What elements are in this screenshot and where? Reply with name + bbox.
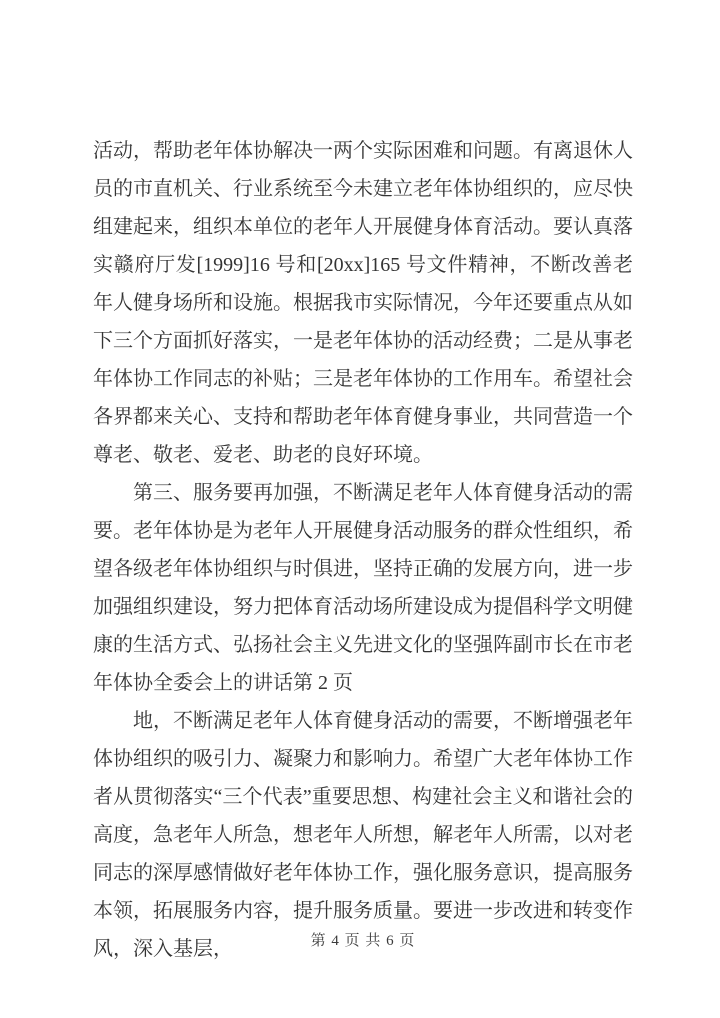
page-number-indicator: 第 4 页 共 6 页 (310, 933, 416, 949)
paragraph: 活动，帮助老年体协解决一两个实际困难和问题。有离退休人员的市直机关、行业系统至今未建立老年体协组织的，应尽快组建起来，组织本单位的老年人开展健身体育活动。要认真落实赣府厅发[1999]16 号和[20xx]165 号文件精神，不断改善老年人健身场所和设施。根据我市实际情况，今年还要重点从如下三个方面抓好落实，一是老年体协的活动经费；二是从事老年体协工作同志的补贴；三是老年体协的工作用车。希望社会各界都来关心、支持和帮助老年体育健身事业，共同营造一个尊老、敬老、爱老、助老的良好环境。 (93, 140, 633, 466)
document-body (93, 132, 633, 968)
page-footer (93, 930, 633, 952)
paragraph: 地，不断满足老年人体育健身活动的需要，不断增强老年体协组织的吸引力、凝聚力和影响力。希望广大老年体协工作者从贯彻落实“三个代表”重要思想、构建社会主义和谐社会的高度，急老年人所急，想老年人所想，解老年人所需，以对老同志的深厚感情做好老年体协工作，强化服务意识，提高服务本领，拓展服务内容，提升服务质量。要进一步改进和转变作风，深入基层， (93, 710, 633, 960)
paragraph: 第三、服务要再加强，不断满足老年人体育健身活动的需要。老年体协是为老年人开展健身活动服务的群众性组织，希望各级老年体协组织与时俱进，坚持正确的发展方向，进一步加强组织建设，努力把体育活动场所建设成为提倡科学文明健康的生活方式、弘扬社会主义先进文化的坚强阵副市长在市老年体协全委会上的讲话第 2 页 (93, 482, 633, 694)
